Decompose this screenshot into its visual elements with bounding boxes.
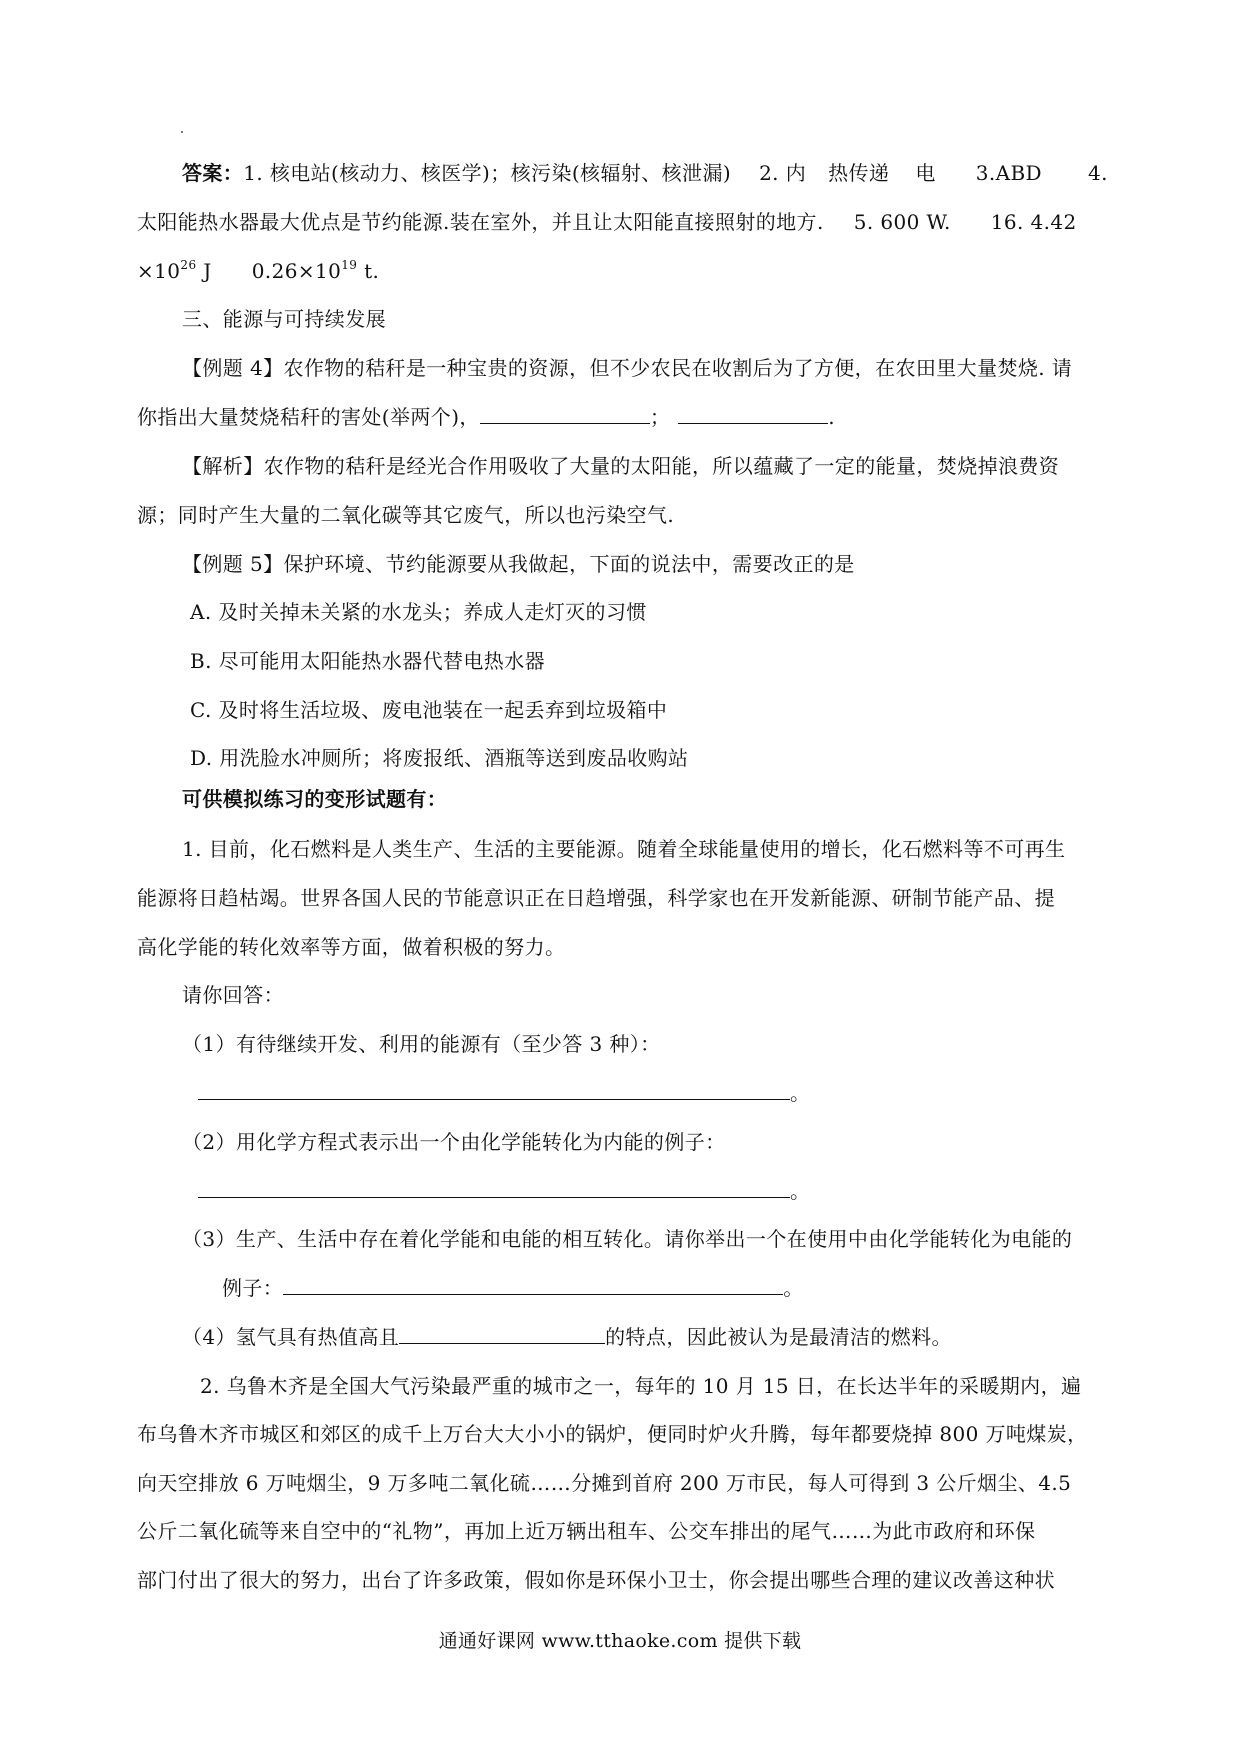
- answer-blank-2[interactable]: [678, 405, 828, 424]
- sub2-answer-blank[interactable]: [198, 1179, 790, 1198]
- q2-line-3: 向天空排放 6 万吨烟尘，9 万多吨二氧化硫……分摊到首府 200 万市民，每人可得到 3 公斤烟尘、4.5: [137, 1471, 1072, 1495]
- answer-line-2: 太阳能热水器最大优点是节约能源.装在室外，并且让太阳能直接照射的地方. 5. 600 W. 16. 4.42: [137, 210, 1077, 234]
- option-d: D. 用洗脸水冲厕所；将废报纸、酒瓶等送到废品收购站: [190, 746, 689, 770]
- section-heading: 三、能源与可持续发展: [182, 307, 386, 331]
- sub1-answer-blank[interactable]: [198, 1081, 790, 1100]
- option-a: A. 及时关掉未关紧的水龙头；养成人走灯灭的习惯: [190, 600, 647, 624]
- sub3-answer-blank[interactable]: [283, 1276, 783, 1295]
- q2-line-5: 部门付出了很大的努力，出台了许多政策，假如你是环保小卫士，你会提出哪些合理的建议改善这种状: [137, 1568, 1055, 1592]
- q2-line-1: 2. 乌鲁木齐是全国大气污染最严重的城市之一，每年的 10 月 15 日，在长达半年的采暖期内，遍: [200, 1374, 1082, 1398]
- q1-line-3: 高化学能的转化效率等方面，做着积极的努力。: [137, 935, 566, 959]
- q2-line-4: 公斤二氧化硫等来自空中的“礼物”，再加上近万辆出租车、公交车排出的尾气……为此市政府和环保: [137, 1519, 1036, 1543]
- example4-line-2: 你指出大量焚烧秸秆的害处(举两个)， ； .: [137, 405, 835, 429]
- example5-stem: 【例题 5】保护环境、节约能源要从我做起，下面的说法中，需要改正的是: [182, 552, 855, 576]
- q1-sub4: （4）氢气具有热值高且 的特点，因此被认为是最清洁的燃料。: [182, 1325, 952, 1349]
- example4-line-1: 【例题 4】农作物的秸秆是一种宝贵的资源，但不少农民在收割后为了方便，在农田里大量焚烧. 请: [182, 356, 1073, 380]
- analysis-line-2: 源；同时产生大量的二氧化碳等其它废气，所以也污染空气.: [137, 503, 675, 527]
- option-b: B. 尽可能用太阳能热水器代替电热水器: [190, 649, 546, 673]
- q1-sub1-answer: 。: [198, 1080, 1125, 1106]
- q1-sub3-line-2: 例子： 。: [222, 1276, 804, 1300]
- q1-prompt: 请你回答：: [182, 983, 284, 1007]
- q1-line-2: 能源将日趋枯竭。世界各国人民的节能意识正在日趋增强，科学家也在开发新能源、研制节能产品、提: [137, 886, 1055, 910]
- q1-line-1: 1. 目前，化石燃料是人类生产、生活的主要能源。随着全球能量使用的增长，化石燃料等不可再生: [182, 837, 1066, 861]
- analysis-line-1: 【解析】农作物的秸秆是经光合作用吸收了大量的太阳能，所以蕴藏了一定的能量，焚烧掉浪费资: [182, 454, 1060, 478]
- q1-sub2-answer: 。: [198, 1178, 1125, 1204]
- q1-sub1: （1）有待继续开发、利用的能源有（至少答 3 种）：: [182, 1032, 661, 1056]
- q1-sub3-line-1: （3）生产、生活中存在着化学能和电能的相互转化。请你举出一个在使用中由化学能转化为电能的: [182, 1227, 1073, 1251]
- scan-speck: [181, 131, 183, 133]
- sub4-answer-blank[interactable]: [399, 1325, 605, 1344]
- q1-sub2: （2）用化学方程式表示出一个由化学能转化为内能的例子：: [182, 1130, 726, 1154]
- page-footer: 通通好课网 www.tthaoke.com 提供下载: [438, 1630, 802, 1652]
- answer-line-1: 答案：1. 核电站(核动力、核医学)；核污染(核辐射、核泄漏) 2. 内 热传递 电 3.ABD 4.: [182, 161, 1108, 185]
- practice-heading: 可供模拟练习的变形试题有：: [182, 787, 448, 811]
- option-c: C. 及时将生活垃圾、废电池装在一起丢弃到垃圾箱中: [190, 698, 668, 722]
- answer-line-3: $\times 10^{26}$ J $0.26\times 10^{19}$ t.: [137, 258, 380, 283]
- answer-blank-1[interactable]: [480, 405, 650, 424]
- q2-line-2: 布乌鲁木齐市城区和郊区的成千上万台大大小小的锅炉，便同时炉火升腾，每年都要烧掉 800 万吨煤炭，: [137, 1422, 1088, 1446]
- answer-label: 答案：: [182, 161, 244, 185]
